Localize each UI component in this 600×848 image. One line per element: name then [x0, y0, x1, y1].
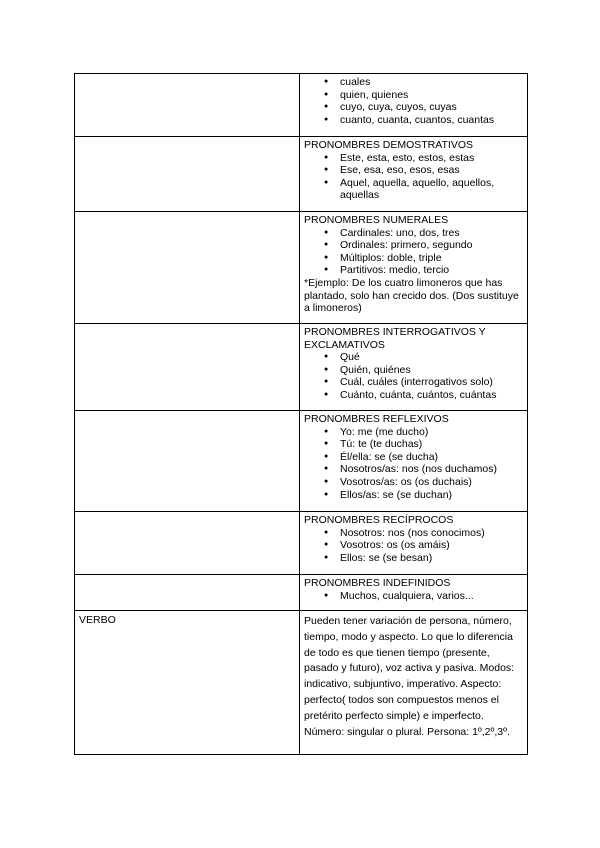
section-heading: PRONOMBRES INDEFINIDOS [304, 577, 451, 589]
table-row [75, 324, 528, 411]
right-cell [300, 137, 528, 212]
list-item: ● Partitivos: medio, tercio [340, 264, 523, 277]
table-row [75, 411, 528, 512]
right-cell [300, 324, 528, 411]
table-row [75, 212, 528, 324]
list-item: ● Ordinales: primero, segundo [340, 239, 523, 252]
list-item: ● Él/ella: se (se ducha) [340, 451, 523, 464]
left-cell [75, 137, 300, 212]
left-cell [75, 512, 300, 575]
right-cell [300, 411, 528, 512]
list-item: ● Muchos, cualquiera, varios... [340, 590, 523, 603]
left-cell [75, 575, 300, 611]
left-cell [75, 74, 300, 137]
list-item: ● Tú: te (te duchas) [340, 438, 523, 451]
list-item: ● cuales [340, 76, 523, 89]
list-item: ● Ellos/as: se (se duchan) [340, 489, 523, 502]
list-item: ● Ese, esa, eso, esos, esas [340, 164, 523, 177]
list-item: ● Nosotros: nos (nos conocimos) [340, 527, 523, 540]
list-item: ● Cuál, cuáles (interrogativos solo) [340, 376, 523, 389]
right-cell [300, 74, 528, 137]
table-row [75, 137, 528, 212]
list-item: ● Nosotros/as: nos (nos duchamos) [340, 463, 523, 476]
list-item: ● Cardinales: uno, dos, tres [340, 227, 523, 240]
list-item: ● Yo: me (me ducho) [340, 426, 523, 439]
section-heading: PRONOMBRES NUMERALES [304, 214, 449, 226]
table-row [75, 575, 528, 611]
pronoun-list [304, 590, 523, 603]
pronoun-list [304, 227, 523, 277]
right-cell [300, 611, 528, 755]
pronoun-list [304, 351, 523, 401]
list-item: ● Este, esta, esto, estos, estas [340, 152, 523, 165]
list-item: ● Ellos: se (se besan) [340, 552, 523, 565]
list-item: ● Qué [340, 351, 523, 364]
section-heading: PRONOMBRES DEMOSTRATIVOS [304, 139, 473, 151]
example-note: *Ejemplo: De los cuatro limoneros que has plantado, solo han crecido dos. (Dos sustituye a limoneros) [304, 276, 519, 315]
list-item: ● Múltiplos: doble, triple [340, 252, 523, 265]
table-row [75, 512, 528, 575]
left-cell [75, 212, 300, 324]
left-cell [75, 411, 300, 512]
pronoun-list [304, 152, 523, 202]
table-row [75, 74, 528, 137]
list-item: ● Vosotros/as: os (os duchais) [340, 476, 523, 489]
left-cell [75, 324, 300, 411]
list-item: ● cuyo, cuya, cuyos, cuyas [340, 101, 523, 114]
pronoun-list [304, 426, 523, 502]
right-cell [300, 575, 528, 611]
right-cell [300, 212, 528, 324]
pronoun-list [304, 76, 523, 126]
section-heading: PRONOMBRES INTERROGATIVOS Y EXCLAMATIVOS [304, 326, 486, 351]
table-row [75, 611, 528, 755]
grammar-table [74, 73, 528, 755]
right-cell [300, 512, 528, 575]
list-item: ● Cuánto, cuánta, cuántos, cuántas [340, 389, 523, 402]
list-item: ● quien, quienes [340, 89, 523, 102]
section-heading: PRONOMBRES REFLEXIVOS [304, 413, 449, 425]
verb-label: VERBO [75, 611, 300, 755]
list-item: ● Aquel, aquella, aquello, aquellos, aquellas [340, 177, 523, 202]
verb-description: Pueden tener variación de persona, número, tiempo, modo y aspecto. Lo que lo diferencia de todo es que tienen tiempo (presente, pasado y futuro), voz activa y pasiva. Modos: indicativo, subjuntivo, imperativo. Aspecto: perfecto( todos son compuestos menos el pretérito perfecto simple) e imperfecto. Número: singular o plural. Persona: 1º,2º,3º. [304, 615, 515, 738]
list-item: ● Vosotros: os (os amáis) [340, 539, 523, 552]
pronoun-list [304, 527, 523, 565]
list-item: ● Quién, quiénes [340, 364, 523, 377]
list-item: ● cuanto, cuanta, cuantos, cuantas [340, 114, 523, 127]
section-heading: PRONOMBRES RECÍPROCOS [304, 514, 454, 526]
